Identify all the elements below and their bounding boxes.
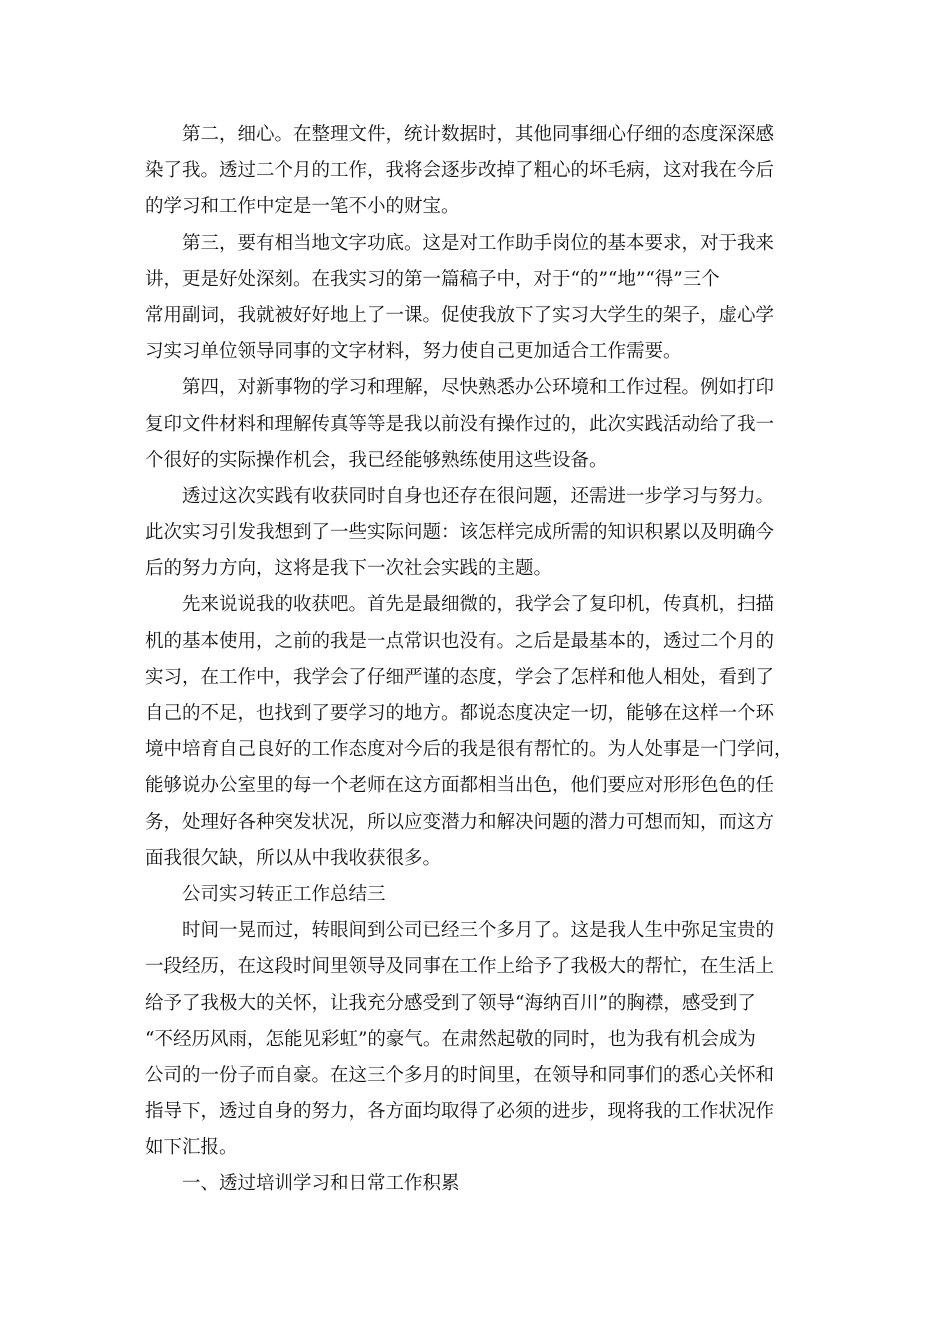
text-line: 个很好的实际操作机会，我已经能够熟练使用这些设备。 <box>145 449 608 471</box>
text-line: 常用副词，我就被好好地上了一课。促使我放下了实习大学生的架子，虚心学 <box>145 304 775 326</box>
text-line: 时间一晃而过，转眼间到公司已经三个多月了。这是我人生中弥足宝贵的 <box>182 920 775 942</box>
text-line: 此次实习引发我想到了一些实际问题：该怎样完成所需的知识积累以及明确今 <box>145 522 775 544</box>
text-line: 讲，更是好处深刻。在我实习的第一篇稿子中，对于“的”“地”“得”三个 <box>145 268 720 290</box>
text-line: 后的努力方向，这将是我下一次社会实践的主题。 <box>145 558 553 580</box>
text-line: 透过这次实践有收获同时自身也还存在很问题，还需进一步学习与努力。 <box>182 485 775 507</box>
text-line: 自己的不足，也找到了要学习的地方。都说态度决定一切，能够在这样一个环 <box>145 703 775 724</box>
text-line: 能够说办公室里的每一个老师在这方面都相当出色，他们要应对形形色色的任 <box>145 775 775 797</box>
text-line: 第二，细心。在整理文件，统计数据时，其他同事细心仔细的态度深深感 <box>182 124 775 145</box>
text-line: 的学习和工作中定是一笔不小的财宝。 <box>145 196 460 218</box>
text-line: 公司实习转正工作总结三 <box>182 883 386 905</box>
text-line: 第三，要有相当地文字功底。这是对工作助手岗位的基本要求，对于我来 <box>182 232 775 254</box>
text-line: 境中培育自己良好的工作态度对今后的我是很有帮忙的。为人处事是一门学问， <box>145 739 793 761</box>
text-line: 先来说说我的收获吧。首先是最细微的，我学会了复印机，传真机，扫描 <box>182 594 775 616</box>
text-line: 给予了我极大的关怀，让我充分感受到了领导“海纳百川”的胸襟，感受到了 <box>145 992 756 1014</box>
text-line: 习实习单位领导同事的文字材料，努力使自己更加适合工作需要。 <box>145 341 682 363</box>
text-line: 实习，在工作中，我学会了仔细严谨的态度，学会了怎样和他人相处，看到了 <box>145 666 775 688</box>
text-line: 公司的一份子而自豪。在这三个多月的时间里，在领导和同事们的悉心关怀和 <box>145 1064 775 1086</box>
text-line: 指导下，透过自身的努力，各方面均取得了必须的进步，现将我的工作状况作 <box>145 1101 775 1123</box>
text-line: 务，处理好各种突发状况，所以应变潜力和解决问题的潜力可想而知，而这方 <box>145 811 775 833</box>
text-line: 如下汇报。 <box>145 1137 238 1159</box>
text-line: 染了我。透过二个月的工作，我将会逐步改掉了粗心的坏毛病，这对我在今后 <box>145 160 775 182</box>
text-line: 面我很欠缺，所以从中我收获很多。 <box>145 847 442 869</box>
text-line: “不经历风雨，怎能见彩虹”的豪气。在肃然起敬的同时，也为我有机会成为 <box>145 1028 756 1050</box>
text-line: 一、透过培训学习和日常工作积累 <box>182 1173 460 1195</box>
text-line: 一段经历，在这段时间里领导及同事在工作上给予了我极大的帮忙，在生活上 <box>145 956 775 978</box>
text-line: 第四，对新事物的学习和理解，尽快熟悉办公环境和工作过程。例如打印 <box>182 377 775 399</box>
document-body <box>145 117 807 1203</box>
text-line: 复印文件材料和理解传真等等是我以前没有操作过的，此次实践活动给了我一 <box>145 413 775 435</box>
text-line: 机的基本使用，之前的我是一点常识也没有。之后是最基本的，透过二个月的 <box>145 630 775 652</box>
